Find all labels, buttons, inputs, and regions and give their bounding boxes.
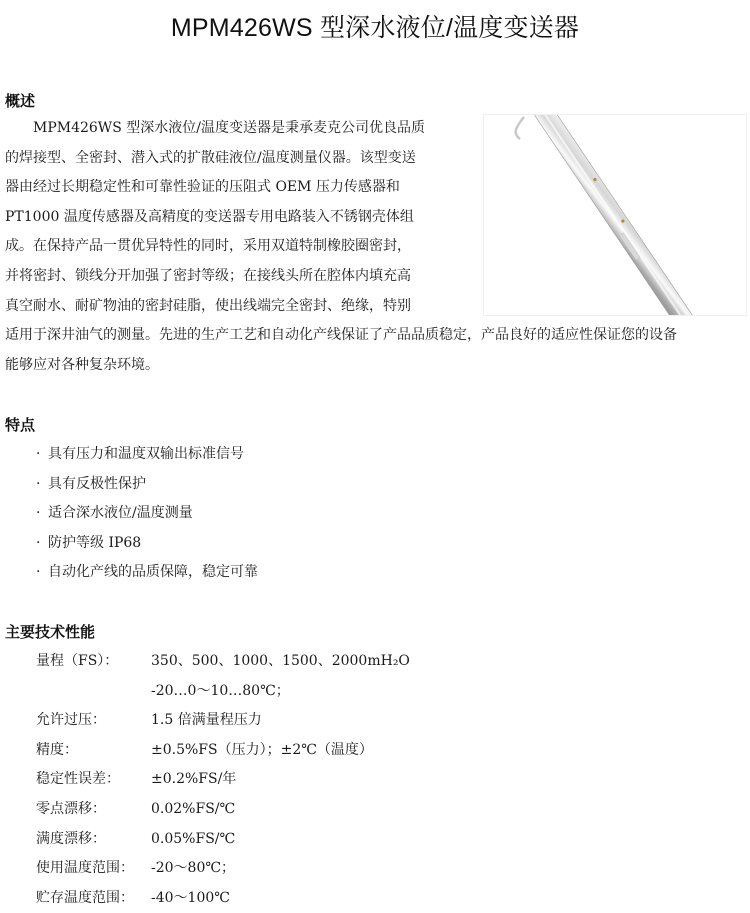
- spec-label: 使用温度范围：: [36, 860, 134, 877]
- bullet-icon: ·: [36, 534, 41, 551]
- feature-item: [36, 440, 258, 470]
- spec-row: [36, 765, 410, 795]
- spec-label: 量程（FS）：: [36, 653, 119, 669]
- specs-table: [36, 647, 410, 913]
- spec-value: ±0.2%FS/年: [151, 771, 237, 788]
- specs-heading: 主要技术性能: [5, 623, 96, 641]
- overview-line: 器由经过长期稳定性和可靠性验证的压阻式 OEM 压力传感器和: [5, 179, 400, 196]
- product-photo: [483, 114, 747, 316]
- cable: [516, 117, 524, 139]
- spec-value: 1.5 倍满量程压力: [151, 712, 262, 729]
- features-heading: 特点: [5, 416, 36, 434]
- feature-text: 具有反极性保护: [48, 475, 146, 492]
- spec-row: [36, 795, 410, 825]
- feature-item: [36, 470, 258, 500]
- transmitter-illustration: [484, 115, 746, 315]
- feature-text: 防护等级 IP68: [48, 534, 142, 551]
- feature-text: 具有压力和温度双输出标准信号: [48, 446, 244, 462]
- spec-value: 0.02%FS/℃: [151, 800, 236, 817]
- bullet-icon: ·: [36, 475, 41, 492]
- overview-heading: 概述: [5, 92, 36, 110]
- spec-value: ±0.5%FS（压力）；±2℃（温度）: [151, 741, 373, 758]
- overview-line: MPM426WS 型深水液位/温度变送器是秉承麦克公司优良品质: [33, 120, 425, 136]
- overview-line: 适用于深井油气的测量。先进的生产工艺和自动化产线保证了产品品质稳定，产品良好的适应性保证您的设备: [5, 327, 677, 344]
- spec-row: [36, 677, 410, 707]
- spec-row: [36, 706, 410, 736]
- spec-value: -20～80℃；: [151, 860, 236, 877]
- bullet-icon: ·: [36, 564, 41, 581]
- feature-item: [36, 499, 258, 529]
- overview-line: 并将密封、锁线分开加强了密封等级；在接线头所在腔体内填充高: [5, 267, 411, 284]
- spec-row: [36, 884, 410, 913]
- overview-line: 成。在保持产品一贯优异特性的同时，采用双道特制橡胶圈密封，: [5, 238, 411, 255]
- bullet-icon: ·: [36, 505, 41, 522]
- spec-value: -40～100℃: [151, 889, 230, 906]
- spec-value: 350、500、1000、1500、2000mH₂O: [151, 653, 410, 669]
- spec-label: 满度漂移：: [36, 830, 106, 847]
- spec-value: 0.05%FS/℃: [151, 830, 236, 847]
- bullet-icon: ·: [36, 446, 41, 462]
- overview-line: 真空耐水、耐矿物油的密封硅脂，使出线端完全密封、绝缘，特别: [5, 297, 411, 314]
- feature-item: [36, 529, 258, 559]
- feature-text: 自动化产线的品质保障，稳定可靠: [48, 564, 258, 581]
- spec-row: [36, 825, 410, 855]
- page-title: MPM426WS 型深水液位/温度变送器: [170, 14, 580, 42]
- spec-label: 允许过压：: [36, 712, 106, 729]
- spec-row: [36, 736, 410, 766]
- spec-label: 精度：: [36, 741, 78, 758]
- spec-value: -20…0～10…80℃；: [151, 682, 290, 699]
- overview-line: 的焊接型、全密封、潜入式的扩散硅液位/温度测量仪器。该型变送: [5, 149, 416, 166]
- spec-label: 贮存温度范围：: [36, 889, 134, 906]
- overview-line: 能够应对各种复杂环境。: [5, 356, 159, 373]
- feature-text: 适合深水液位/温度测量: [48, 505, 193, 522]
- spec-label: 零点漂移：: [36, 800, 106, 817]
- spec-label: 稳定性误差：: [36, 771, 120, 788]
- spec-row: [36, 647, 410, 677]
- features-list: [36, 440, 258, 588]
- feature-item: [36, 558, 258, 588]
- overview-line: PT1000 温度传感器及高精度的变送器专用电路装入不锈钢壳体组: [5, 208, 414, 225]
- spec-row: [36, 854, 410, 884]
